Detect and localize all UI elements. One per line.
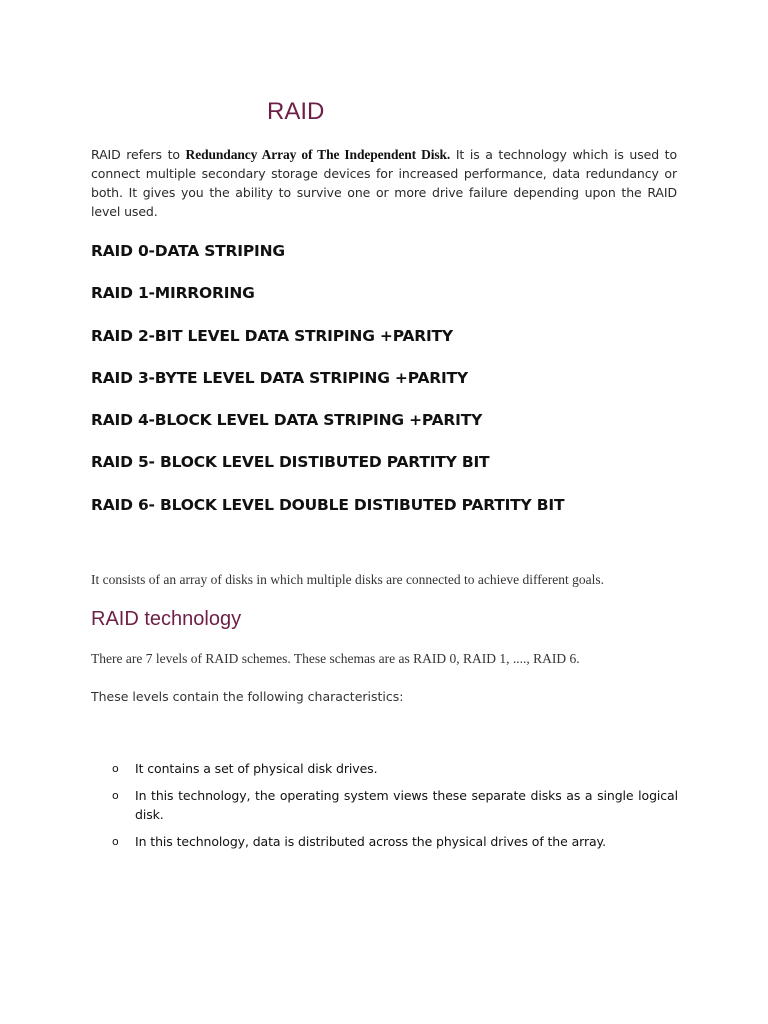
list-item-text: In this technology, the operating system views these separate disks as a single logical disk.	[135, 787, 678, 822]
bullet-marker-icon: o	[112, 762, 119, 775]
list-item-text: It contains a set of physical disk drives.	[135, 761, 378, 776]
raid-level-3: RAID 3-BYTE LEVEL DATA STRIPING +PARITY	[91, 368, 468, 387]
consists-paragraph: It consists of an array of disks in which multiple disks are connected to achieve different goals.	[91, 572, 604, 587]
raid-level-4: RAID 4-BLOCK LEVEL DATA STRIPING +PARITY	[91, 411, 483, 430]
list-item	[112, 759, 678, 779]
raid-technology-heading: RAID technology	[91, 608, 242, 630]
bullet-marker-icon: o	[112, 788, 119, 802]
intro-paragraph	[91, 145, 677, 221]
intro-bold-term: Redundancy Array of The Independent Disk.	[185, 147, 451, 162]
characteristics-intro: These levels contain the following characteristics:	[91, 689, 404, 704]
raid-level-6: RAID 6- BLOCK LEVEL DOUBLE DISTIBUTED PARTITY BIT	[91, 495, 565, 514]
levels-count-paragraph: There are 7 levels of RAID schemes. These schemas are as RAID 0, RAID 1, ...., RAID 6.	[91, 651, 580, 666]
intro-text-end: It is a technology which is used to connect multiple secondary storage devices for increased performance, data redundancy or both. It gives you the ability to survive one or more drive failure depending upon the RAID level used.	[91, 147, 677, 219]
list-item-text: In this technology, data is distributed across the physical drives of the array.	[135, 833, 606, 849]
raid-level-1: RAID 1-MIRRORING	[91, 284, 255, 303]
bullet-marker-icon: o	[112, 834, 119, 848]
intro-text-start: RAID refers to	[91, 147, 186, 162]
list-item	[112, 832, 678, 852]
list-item	[112, 786, 678, 825]
page-title: RAID	[267, 98, 325, 125]
raid-levels-list	[91, 238, 564, 534]
raid-level-2: RAID 2-BIT LEVEL DATA STRIPING +PARITY	[91, 326, 453, 345]
raid-level-5: RAID 5- BLOCK LEVEL DISTIBUTED PARTITY BIT	[91, 453, 490, 472]
raid-level-0: RAID 0-DATA STRIPING	[91, 242, 285, 260]
characteristics-list	[112, 759, 678, 858]
